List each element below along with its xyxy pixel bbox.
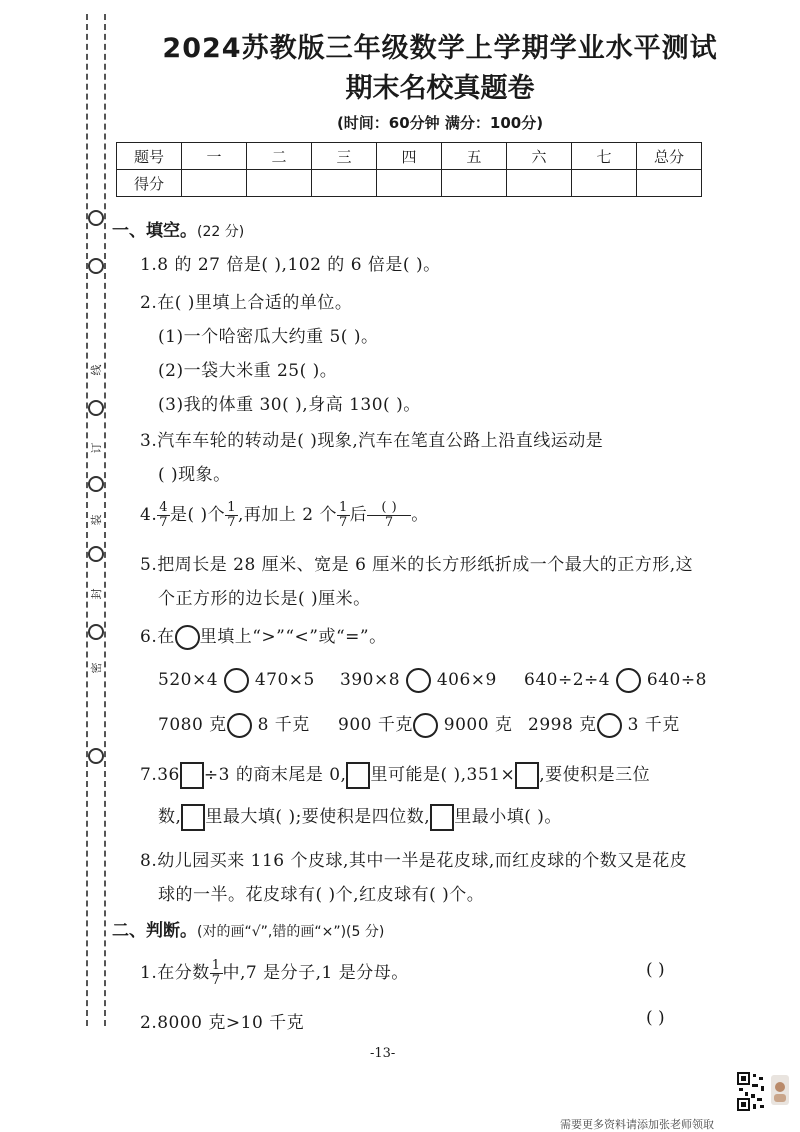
question-2-3: (3)我的体重 30( ),身高 130( )。 — [158, 395, 421, 415]
page-title: 2024苏教版三年级数学上学期学业水平测试 — [162, 33, 718, 64]
fraction — [157, 501, 170, 530]
compare-circle-icon — [175, 625, 200, 650]
table-cell: 五 — [442, 143, 507, 170]
numerator-blank[interactable]: ( ) — [367, 501, 411, 516]
denominator: 7 — [211, 973, 221, 988]
question-text: 中,7 是分子,1 是分母。 — [222, 963, 409, 983]
question-7-line-1 — [140, 760, 650, 789]
table-cell: 四 — [377, 143, 442, 170]
compare-left: 900 千克 — [338, 715, 413, 735]
compare-right: 470×5 — [254, 670, 315, 690]
answer-fraction — [367, 501, 411, 530]
score-input-cell[interactable] — [442, 170, 507, 197]
score-input-cell[interactable] — [572, 170, 637, 197]
question-3-line-2: ( )现象。 — [158, 465, 231, 485]
question-5-line-2: 个正方形的边长是( )厘米。 — [158, 589, 371, 609]
binding-char: 封 — [90, 588, 103, 600]
compare-right: 406×9 — [436, 670, 497, 690]
section-title: 一、填空。 — [112, 221, 197, 241]
score-input-cell[interactable] — [312, 170, 377, 197]
answer-circle[interactable] — [413, 713, 438, 738]
question-2-1: (1)一个哈密瓜大约重 5( )。 — [158, 327, 379, 347]
footer-notice: 需要更多资料请添加张老师领取 — [560, 1118, 714, 1131]
question-8-line-1: 8.幼儿园买来 116 个皮球,其中一半是花皮球,而红皮球的个数又是花皮 — [140, 851, 688, 871]
compare-left: 640÷2÷4 — [524, 670, 611, 690]
answer-paren[interactable]: ( ) — [646, 960, 665, 980]
compare-left: 520×4 — [158, 670, 219, 690]
table-cell: 题号 — [117, 143, 182, 170]
table-cell: 得分 — [117, 170, 182, 197]
question-text: 里最小填( )。 — [454, 807, 562, 827]
compare-left: 390×8 — [340, 670, 401, 690]
answer-circle[interactable] — [224, 668, 249, 693]
binding-hole-icon — [88, 624, 104, 640]
page-number: -13- — [370, 1046, 396, 1061]
binding-hole-icon — [88, 476, 104, 492]
denominator: 7 — [384, 515, 394, 530]
compare-left: 7080 克 — [158, 715, 227, 735]
question-8-line-2: 球的一半。花皮球有( )个,红皮球有( )个。 — [158, 885, 485, 905]
denominator: 7 — [339, 515, 348, 530]
question-text: 里填上“>”“<”或“=”。 — [199, 627, 387, 647]
question-text: 后 — [349, 505, 368, 525]
compare-right: 8 千克 — [257, 715, 310, 735]
question-text: 里最大填( );要使积是四位数, — [205, 807, 431, 827]
score-input-cell[interactable] — [507, 170, 572, 197]
compare-right: 3 千克 — [627, 715, 680, 735]
binding-hole-icon — [88, 748, 104, 764]
numerator: 1 — [227, 500, 236, 515]
compare-left: 2998 克 — [528, 715, 597, 735]
question-4 — [140, 500, 429, 530]
table-cell: 三 — [312, 143, 377, 170]
square-box-icon — [430, 804, 454, 831]
question-text: 7.36 — [140, 765, 180, 785]
fraction — [337, 501, 350, 530]
section-note: (对的画“√”,错的画“×”)(5 分) — [197, 924, 385, 940]
score-table — [116, 142, 702, 197]
question-text: 1.在分数 — [140, 963, 210, 983]
section-score: (22 分) — [197, 224, 245, 240]
section-title: 二、判断。 — [112, 921, 197, 941]
table-cell: 总分 — [637, 143, 702, 170]
answer-circle[interactable] — [616, 668, 641, 693]
question-5-line-1: 5.把周长是 28 厘米、宽是 6 厘米的长方形纸折成一个最大的正方形,这 — [140, 555, 694, 575]
question-text: 里可能是( ),351× — [370, 765, 516, 785]
answer-circle[interactable] — [406, 668, 431, 693]
answer-circle[interactable] — [597, 713, 622, 738]
binding-hole-icon — [88, 210, 104, 226]
question-2-2: (2)一袋大米重 25( )。 — [158, 361, 338, 381]
answer-square[interactable] — [515, 762, 539, 789]
numerator: 1 — [339, 500, 348, 515]
score-input-cell[interactable] — [377, 170, 442, 197]
binding-char: 订 — [90, 442, 103, 454]
table-cell: 七 — [572, 143, 637, 170]
binding-hole-icon — [88, 400, 104, 416]
judge-question-1 — [140, 958, 409, 988]
judge-question-2: 2.8000 克>10 千克 — [140, 1013, 305, 1033]
fraction — [225, 501, 238, 530]
binding-char: 线 — [90, 364, 103, 376]
question-2: 2.在( )里填上合适的单位。 — [140, 293, 353, 313]
binding-char: 密 — [90, 662, 103, 674]
table-cell: 六 — [507, 143, 572, 170]
score-input-cell[interactable] — [247, 170, 312, 197]
compare-item — [338, 710, 512, 738]
question-text: ÷3 的商末尾是 0, — [203, 765, 347, 785]
question-text: ,再加上 2 个 — [237, 505, 337, 525]
table-cell: 一 — [182, 143, 247, 170]
numerator: 1 — [211, 958, 221, 973]
question-text: 数, — [158, 807, 182, 827]
answer-paren[interactable]: ( ) — [646, 1008, 665, 1028]
binding-hole-icon — [88, 546, 104, 562]
score-input-cell[interactable] — [637, 170, 702, 197]
section-2-heading — [112, 916, 384, 941]
page-subtitle: 期末名校真题卷 — [345, 73, 535, 104]
question-number: 4. — [140, 505, 158, 525]
compare-item — [524, 668, 707, 693]
denominator: 7 — [159, 515, 169, 530]
answer-circle[interactable] — [227, 713, 252, 738]
time-info: (时间：60分钟 满分：100分) — [336, 114, 544, 132]
denominator: 7 — [227, 515, 236, 530]
table-row — [117, 170, 702, 197]
compare-right: 640÷8 — [646, 670, 707, 690]
answer-square[interactable] — [180, 762, 204, 789]
fraction — [210, 959, 223, 988]
score-input-cell[interactable] — [182, 170, 247, 197]
question-7-line-2 — [158, 802, 562, 831]
section-1-heading — [112, 216, 244, 241]
numerator: 4 — [159, 500, 169, 515]
binding-char: 装 — [90, 514, 103, 526]
compare-right: 9000 克 — [443, 715, 513, 735]
question-6 — [140, 622, 387, 650]
question-3-line-1: 3.汽车车轮的转动是( )现象,汽车在笔直公路上沿直线运动是 — [140, 431, 604, 451]
table-row — [117, 143, 702, 170]
table-cell: 二 — [247, 143, 312, 170]
square-box-icon — [181, 804, 205, 831]
question-text: 是( )个 — [170, 505, 226, 525]
qr-code-icon[interactable] — [737, 1072, 793, 1112]
square-box-icon — [346, 762, 370, 789]
question-1: 1.8 的 27 倍是( ),102 的 6 倍是( )。 — [140, 255, 441, 275]
compare-item — [528, 710, 680, 738]
binding-hole-icon — [88, 258, 104, 274]
compare-item — [158, 710, 310, 738]
question-text: 6.在 — [140, 627, 175, 647]
question-text: ,要使积是三位 — [539, 765, 651, 785]
compare-item — [340, 668, 497, 693]
question-text: 。 — [411, 505, 429, 525]
compare-item — [158, 668, 315, 693]
